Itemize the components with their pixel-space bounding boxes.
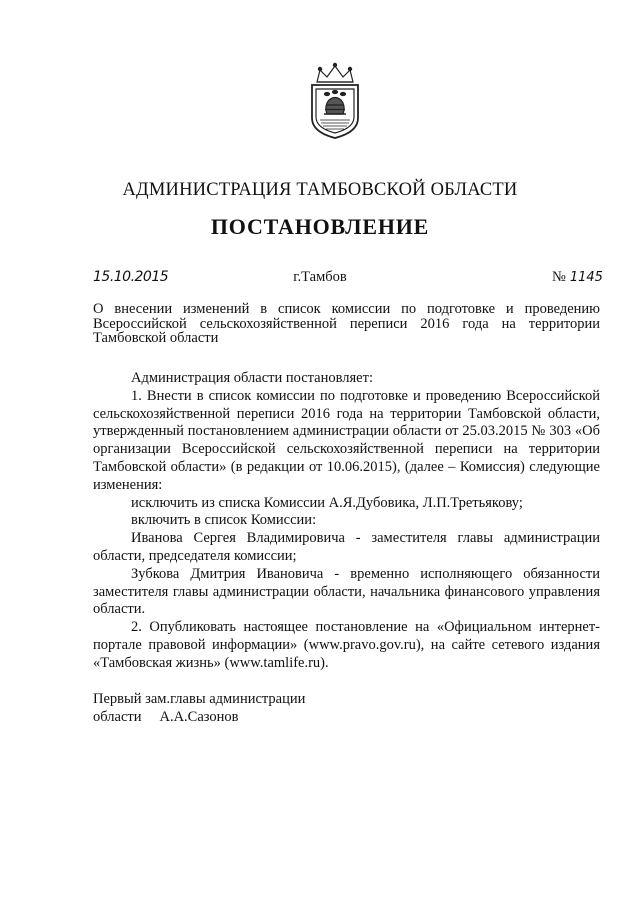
document-body: [93, 370, 600, 673]
member-1: Иванова Сергея Владимировича - заместителя главы администрации области, председателя комиссии;: [93, 530, 600, 564]
document-type-title: ПОСТАНОВЛЕНИЕ: [210, 214, 430, 239]
document-date: 15.10.2015: [93, 269, 169, 285]
paragraph-1: 1. Внести в список комиссии по подготовке и проведению Всероссийской сельскохозяйственной переписи 2016 года на территории Тамбовской области, утвержденный постановлением администрации области от 25.03.2015 № 303 «Об организации Всероссийской сельскохозяйственной переписи на территории Тамбовской области» (в редакции от 10.06.2015), (далее – Комиссия) следующие изменения:: [93, 387, 600, 493]
preamble: Администрация области постановляет:: [131, 370, 373, 386]
paragraph-2: 2. Опубликовать настоящее постановление на «Официальном интернет-портале правовой информации» (www.pravo.gov.ru), на сайте сетевого издания «Тамбовская жизнь» (www.tamlife.ru).: [93, 619, 600, 671]
document-subject: О внесении изменений в список комиссии по подготовке и проведению Всероссийской сельскохозяйственной переписи 2016 года на территории Тамбовской области: [93, 301, 600, 346]
include-line: включить в список Комиссии:: [131, 512, 317, 529]
document-number: [552, 269, 603, 286]
organization-title: АДМИНИСТРАЦИЯ ТАМБОВСКОЙ ОБЛАСТИ: [122, 180, 518, 200]
signer-name: А.А.Сазонов: [159, 708, 239, 725]
coat-of-arms-icon: [300, 62, 370, 142]
document-city: г.Тамбов: [293, 269, 347, 285]
signature-block: [93, 691, 305, 726]
number-value: 1145: [569, 270, 603, 285]
signer-position-2: области: [93, 708, 142, 725]
signer-position: Первый зам.главы администрации: [93, 691, 306, 707]
member-2: Зубкова Дмитрия Ивановича - временно исполняющего обязанности заместителя главы администрации области, начальника финансового управления области.: [93, 565, 600, 618]
number-label: №: [552, 269, 566, 285]
exclude-line: исключить из списка Комиссии А.Я.Дубовика, Л.П.Третьякову;: [131, 494, 523, 511]
